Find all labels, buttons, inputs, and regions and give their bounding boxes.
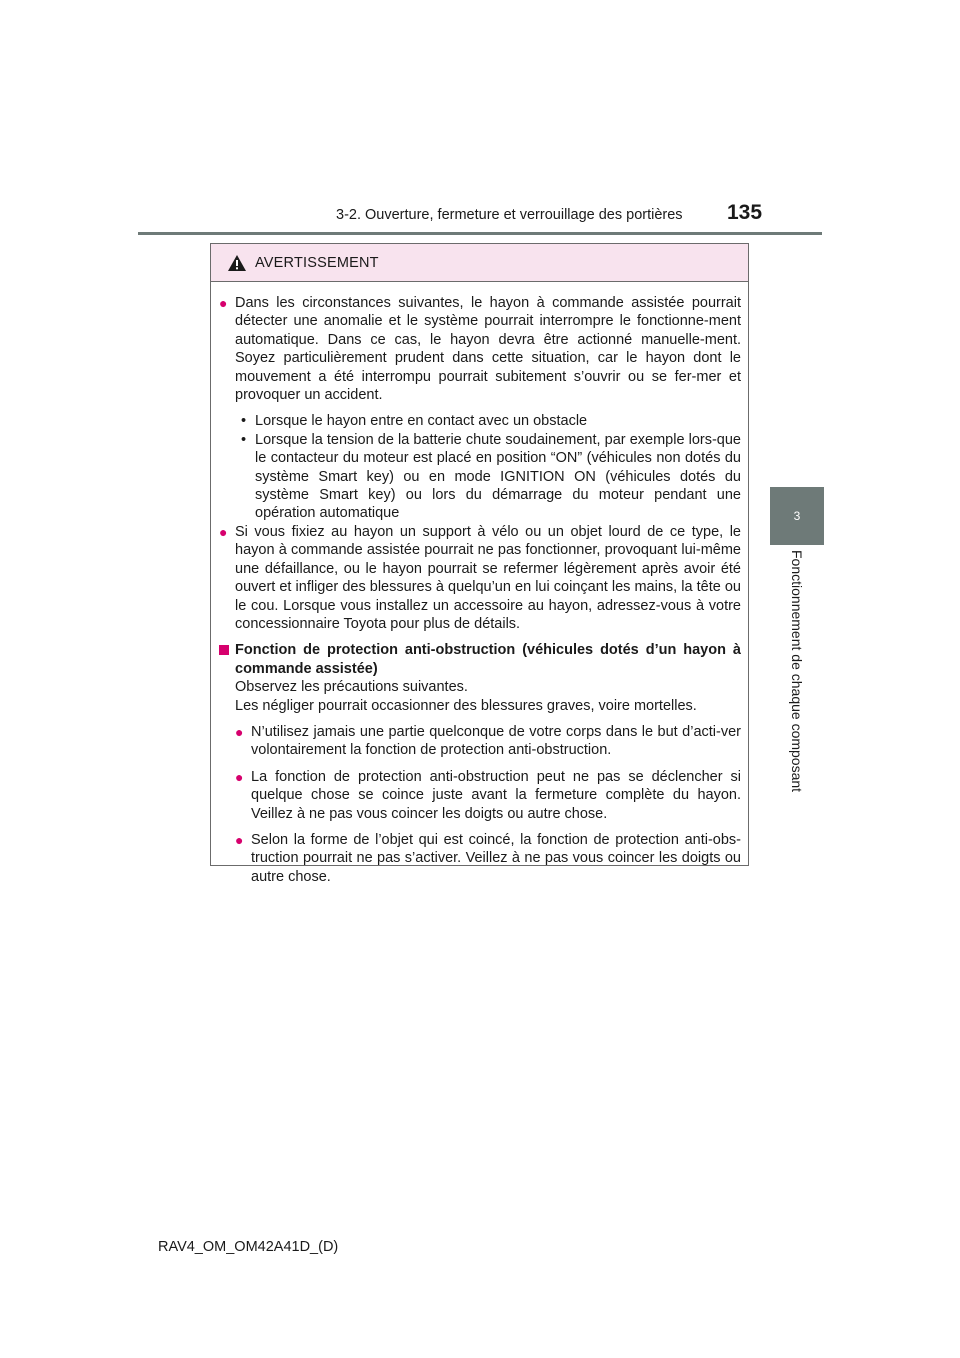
warning-item-not-triggered (235, 768, 741, 823)
warning-item-object-shape (235, 831, 741, 886)
section-heading (219, 641, 741, 678)
warning-item-text: N’utilisez jamais une partie quelconque de votre corps dans le but d’acti-ver volontairement la fonction de protection anti-obstruction. (251, 723, 741, 759)
anti-obstruction-warnings (235, 723, 741, 886)
section-intro (235, 678, 741, 715)
chapter-side-label: Fonctionnement de chaque composant (789, 550, 805, 793)
warning-title: AVERTISSEMENT (255, 254, 379, 271)
condition-item (235, 431, 741, 523)
warning-item-power-tailgate-anomaly (219, 294, 741, 404)
pink-circle-bullet-icon: ● (219, 295, 228, 311)
section-heading-text: Fonction de protection anti-obstruction (véhicules dotés d’un hayon à commande assistée) (235, 642, 741, 677)
pink-circle-bullet-icon: ● (235, 723, 244, 740)
warning-item-text: Dans les circonstances suivantes, le hayon à commande assistée pourrait détecter une anomalie et le système pourrait interrompre le fonctionne-ment automatique. Dans ce cas, le hayon devra être actionné manuelle-ment. Soyez particulièrement prudent dans cette situation, car le hayon dont le mouvement a été interrompu pourrait subitement s’ouvrir ou se fer-mer et provoquer un accident. (235, 295, 741, 404)
small-dot-bullet-icon: • (241, 413, 247, 430)
page-number: 135 (727, 201, 763, 224)
intro-line: Observez les précautions suivantes. (235, 679, 468, 696)
warning-item-bike-rack (219, 523, 741, 633)
pink-circle-bullet-icon: ● (235, 768, 244, 785)
warning-header (211, 244, 748, 282)
section-title: 3-2. Ouverture, fermeture et verrouillage des portières (336, 207, 683, 223)
header-divider (138, 232, 822, 235)
condition-text: Lorsque le hayon entre en contact avec un obstacle (255, 413, 588, 430)
condition-text: Lorsque la tension de la batterie chute soudainement, par exemple lors-que le contacteur du moteur est placé en position “ON” (véhicules non dotés du système Smart key) ou en mode IGNITION ON (véhicules dotés du système Smart key) ou lors du démarrage du moteur pendant une opération automatique (255, 431, 741, 522)
pink-square-bullet-icon (219, 641, 235, 678)
pink-circle-bullet-icon: ● (235, 831, 244, 848)
warning-triangle-icon (227, 254, 247, 272)
condition-item (235, 412, 741, 430)
warning-item-text: Si vous fixiez au hayon un support à vélo ou un objet lourd de ce type, le hayon à commande assistée pourrait ne pas fonctionner, provoquant lui-même une défaillance, ou le hayon pourrait se refermer légèrement après avoir été ouvert et infliger des blessures à quelqu’un en lui coinçant les mains, la tête ou le cou. Lorsque vous installez un accessoire au hayon, adressez-vous à votre concessionnaire Toyota pour plus de détails. (235, 523, 741, 632)
chapter-tab: 3 (770, 487, 824, 545)
condition-list (235, 412, 741, 522)
warning-item-text: Selon la forme de l’objet qui est coincé, la fonction de protection anti-obs-truction pourrait ne pas s’activer. Veillez à ne pas vous coincer les doigts ou autre chose. (251, 831, 741, 885)
intro-line: Les négliger pourrait occasionner des blessures graves, voire mortelles. (235, 697, 697, 714)
small-dot-bullet-icon: • (241, 431, 247, 448)
warning-body (211, 282, 748, 886)
warning-box (210, 243, 749, 885)
pink-circle-bullet-icon: ● (219, 523, 228, 540)
document-code: RAV4_OM_OM42A41D_(D) (158, 1239, 339, 1255)
warning-item-text: La fonction de protection anti-obstruction peut ne pas se déclencher si quelque chose se coince juste avant la fermeture complète du hayon. Veillez à ne pas vous coincer les doigts ou autre chose. (251, 768, 741, 822)
warning-item-body-part (235, 723, 741, 760)
